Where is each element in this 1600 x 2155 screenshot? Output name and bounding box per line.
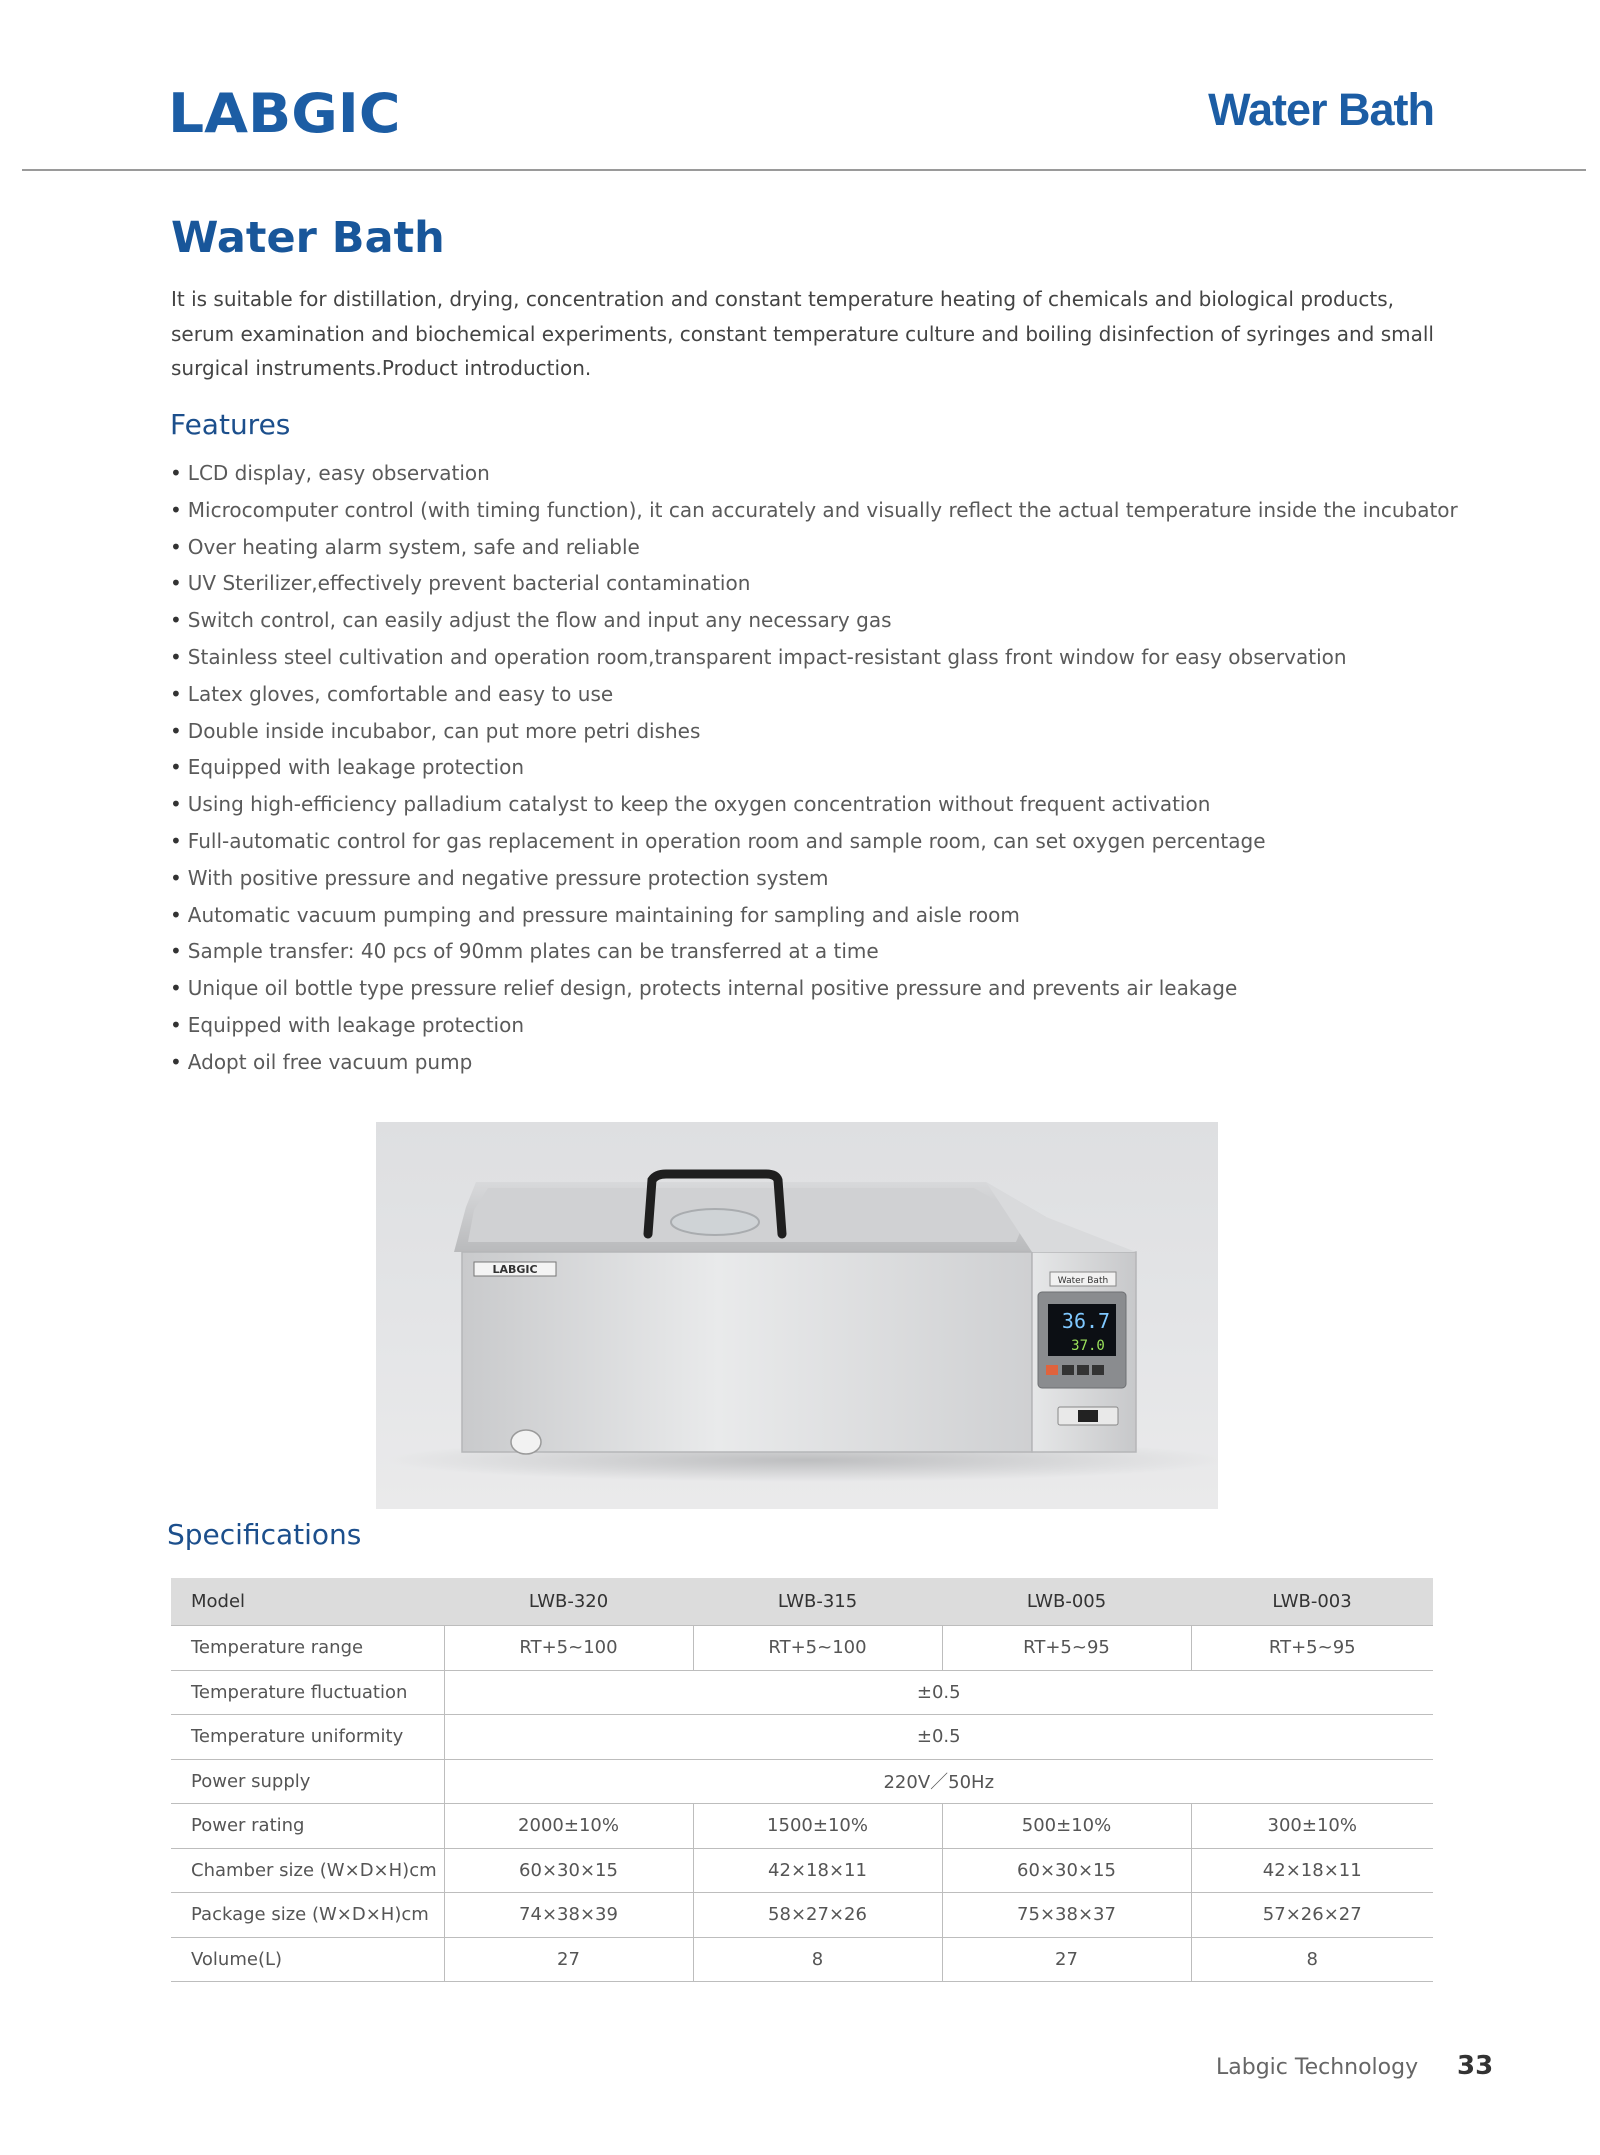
- feature-item: • Equipped with leakage protection: [170, 755, 525, 780]
- row-label: Power supply: [171, 1759, 444, 1804]
- features-list: [170, 458, 1458, 1084]
- feature-item: • Automatic vacuum pumping and pressure maintaining for sampling and aisle room: [170, 902, 1020, 927]
- display-reading-1: 36.7: [1061, 1309, 1111, 1333]
- table-row: [171, 1626, 1433, 1671]
- table-cell: RT+5~95: [1191, 1626, 1433, 1671]
- table-cell: RT+5~95: [942, 1626, 1191, 1671]
- table-cell: 60×30×15: [444, 1848, 693, 1893]
- specifications-table: [171, 1578, 1433, 1982]
- table-header-row: [171, 1578, 1433, 1626]
- table-row: [171, 1759, 1433, 1804]
- row-label: Volume(L): [171, 1937, 444, 1982]
- table-cell: 300±10%: [1191, 1804, 1433, 1849]
- table-row: [171, 1670, 1433, 1715]
- feature-item: • Adopt oil free vacuum pump: [170, 1049, 473, 1074]
- intro-paragraph: It is suitable for distillation, drying, concentration and constant temperature heating of chemicals and biological products, serum examination and biochemical experiments, constant temperature culture and boiling disinfection of syringes and small surgical instruments.Product introduction.: [171, 287, 1434, 380]
- page-number: 33: [1457, 2051, 1494, 2081]
- footer-company: Labgic Technology: [1216, 2055, 1419, 2080]
- header-title: Water Bath: [1208, 84, 1434, 135]
- table-cell: ±0.5: [444, 1670, 1433, 1715]
- table-row: [171, 1804, 1433, 1849]
- feature-item: • UV Sterilizer,effectively prevent bacterial contamination: [170, 571, 751, 596]
- feature-item: • Unique oil bottle type pressure relief design, protects internal positive pressure and prevents air leakage: [170, 976, 1238, 1001]
- table-header-cell: LWB-320: [444, 1578, 693, 1626]
- table-cell: RT+5~100: [693, 1626, 942, 1671]
- table-cell: 75×38×37: [942, 1893, 1191, 1938]
- row-label: Temperature uniformity: [171, 1715, 444, 1760]
- table-row: [171, 1848, 1433, 1893]
- product-photo: [376, 1122, 1218, 1509]
- feature-item: • Over heating alarm system, safe and reliable: [170, 534, 640, 559]
- table-row: [171, 1937, 1433, 1982]
- table-cell: 8: [1191, 1937, 1433, 1982]
- table-cell: 27: [444, 1937, 693, 1982]
- table-header-cell: LWB-003: [1191, 1578, 1433, 1626]
- header-divider: [22, 169, 1586, 171]
- row-label: Package size (W×D×H)cm: [171, 1893, 444, 1938]
- table-cell: 58×27×26: [693, 1893, 942, 1938]
- feature-item: • Microcomputer control (with timing function), it can accurately and visually reflect the actual temperature inside the incubator: [170, 497, 1458, 522]
- table-cell: 8: [693, 1937, 942, 1982]
- table-cell: 1500±10%: [693, 1804, 942, 1849]
- table-cell: 57×26×27: [1191, 1893, 1433, 1938]
- brand-logo: LABGIC: [168, 82, 401, 145]
- table-cell: 500±10%: [942, 1804, 1191, 1849]
- table-cell: 27: [942, 1937, 1191, 1982]
- feature-item: • Stainless steel cultivation and operation room,transparent impact-resistant glass front window for easy observation: [170, 644, 1347, 669]
- table-cell: 220V／50Hz: [444, 1759, 1433, 1804]
- feature-item: • LCD display, easy observation: [170, 461, 490, 485]
- feature-item: • Double inside incubabor, can put more petri dishes: [170, 718, 701, 743]
- feature-item: • With positive pressure and negative pressure protection system: [170, 865, 829, 890]
- feature-item: • Equipped with leakage protection: [170, 1012, 525, 1037]
- product-brand-label: LABGIC: [492, 1263, 538, 1276]
- table-cell: 60×30×15: [942, 1848, 1191, 1893]
- row-label: Temperature range: [171, 1626, 444, 1671]
- table-header-cell: LWB-005: [942, 1578, 1191, 1626]
- features-heading: Features: [170, 408, 291, 441]
- table-cell: 42×18×11: [693, 1848, 942, 1893]
- feature-item: • Using high-efficiency palladium catalyst to keep the oxygen concentration without frequent activation: [170, 792, 1211, 817]
- feature-item: • Switch control, can easily adjust the flow and input any necessary gas: [170, 608, 892, 633]
- row-label: Chamber size (W×D×H)cm: [171, 1848, 444, 1893]
- table-cell: ±0.5: [444, 1715, 1433, 1760]
- feature-item: • Full-automatic control for gas replacement in operation room and sample room, can set oxygen percentage: [170, 828, 1266, 853]
- table-row: [171, 1715, 1433, 1760]
- table-cell: 42×18×11: [1191, 1848, 1433, 1893]
- specifications-heading: Specifications: [167, 1518, 362, 1551]
- table-header-cell: LWB-315: [693, 1578, 942, 1626]
- table-cell: 74×38×39: [444, 1893, 693, 1938]
- feature-item: • Latex gloves, comfortable and easy to use: [170, 681, 614, 706]
- table-header-cell: Model: [171, 1578, 444, 1626]
- product-panel-label: Water Bath: [1057, 1276, 1109, 1286]
- display-reading-2: 37.0: [1071, 1338, 1105, 1354]
- table-row: [171, 1893, 1433, 1938]
- table-cell: 2000±10%: [444, 1804, 693, 1849]
- page-title: Water Bath: [171, 213, 445, 263]
- feature-item: • Sample transfer: 40 pcs of 90mm plates can be transferred at a time: [170, 939, 879, 964]
- table-cell: RT+5~100: [444, 1626, 693, 1671]
- row-label: Temperature fluctuation: [171, 1670, 444, 1715]
- row-label: Power rating: [171, 1804, 444, 1849]
